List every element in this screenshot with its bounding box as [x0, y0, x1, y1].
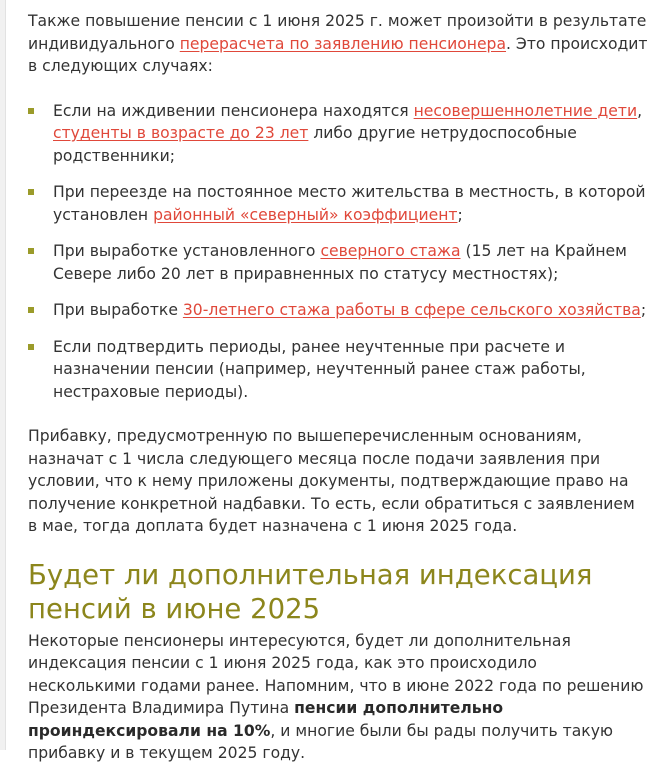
indexation-text-before-bold: Некоторые пенсионеры интересуются, будет ли дополнительная индексация пенсии с 1 июня 2025 года, как это происходило несколькими годами ранее. Напомним, что в июне 2022 года по решению Президента Владимира Путина	[28, 631, 644, 717]
indexation-text-after-bold: , и многие были бы рады получить такую прибавку и в текущем 2025 году.	[28, 721, 614, 762]
intro-text-after-link: . Это происходит в следующих случаях:	[28, 34, 648, 75]
recalculation-link[interactable]: перерасчета по заявлению пенсионера	[179, 34, 507, 53]
case-list-item	[28, 299, 648, 322]
bullet-square-icon	[28, 344, 34, 350]
case-inline-link[interactable]: северного стажа	[320, 242, 461, 260]
bullet-square-icon	[28, 248, 34, 254]
case-list-item	[28, 181, 648, 226]
case-text: При выработке	[53, 301, 183, 319]
case-list-item	[28, 336, 648, 404]
case-list-item	[28, 100, 648, 168]
indexation-paragraph	[28, 630, 648, 765]
cases-list	[28, 100, 648, 404]
case-text: ;	[640, 301, 647, 319]
case-text: ,	[637, 101, 643, 120]
case-text: ;	[457, 205, 463, 224]
bullet-square-icon	[28, 108, 34, 114]
case-text: либо другие нетрудоспособные родственники;	[53, 124, 577, 165]
intro-text-before-link: Также повышение пенсии с 1 июня 2025 г. может произойти в результате индивидуального	[28, 12, 647, 53]
section-heading: Будет ли дополнительная индексация пенсий в июне 2025	[28, 558, 593, 625]
case-text: При переезде на постоянное место жительства в местность, в которой установлен	[53, 183, 646, 224]
bullet-square-icon	[28, 189, 34, 195]
case-text: При выработке установленного	[53, 242, 321, 260]
case-inline-link[interactable]: несовершеннолетние дети	[413, 101, 638, 120]
indexation-bold-text: пенсии дополнительно проиндексировали на 10%	[28, 699, 504, 740]
bullet-square-icon	[28, 307, 34, 313]
intro-paragraph	[28, 10, 648, 78]
supplement-paragraph: Прибавку, предусмотренную по вышеперечисленным основаниям, назначат с 1 числа следующего месяца после подачи заявления при условии, что к нему приложены документы, подтверждающие право на получение конкретной надбавки. То есть, если обратиться с заявлением в мае, тогда доплата будет назначена с 1 июня 2025 года.	[28, 427, 635, 535]
case-text: (15 лет на Крайнем Севере либо 20 лет в приравненных по статусу местностях);	[53, 242, 627, 283]
case-inline-link[interactable]: студенты в возрасте до 23 лет	[53, 124, 309, 142]
case-inline-link[interactable]: 30-летнего стажа работы в сфере сельского хозяйства	[182, 301, 641, 319]
case-text: Если подтвердить периоды, ранее неучтенные при расчете и назначении пенсии (например, неучтенный ранее стаж работы, нестраховые периоды).	[53, 337, 586, 401]
article-body	[28, 10, 648, 765]
case-text: Если на иждивении пенсионера находятся	[53, 101, 414, 120]
case-list-item	[28, 240, 648, 285]
left-edge-strip	[0, 0, 6, 750]
case-inline-link[interactable]: районный «северный» коэффициент	[153, 205, 458, 224]
